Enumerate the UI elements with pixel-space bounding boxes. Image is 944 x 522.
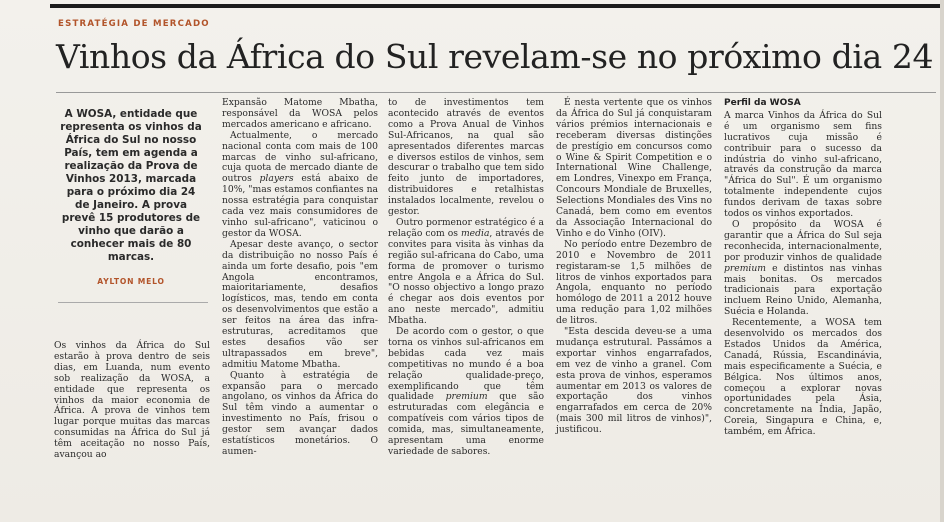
col5-paragraph-1: A marca Vinhos da África do Sul é um organismo sem fins lucrativos cuja missão é contribuir para o sucesso da indústria do vinho sul-africano, através da construção da marca "África do Sul". É um organismo totalmente independente cujos fundos derivam de taxas sobre todos os vinhos exportados. xyxy=(724,109,882,220)
sidebar-title: Perfil da WOSA xyxy=(724,98,801,108)
section-label: ESTRATÉGIA DE MERCADO xyxy=(58,19,210,29)
col5-paragraph-3: Recentemente, a WOSA tem desenvolvido os mercados dos Estados Unidos da América, Canadá, Rússia, Escandinávia, mais especificamente a Suécia, e Bélgica. Nos últimos anos, começou a explorar novas oportunidades pela Ásia, concretamente na Índia, Japão, Coreia, Singapura e China, e, também, em África. xyxy=(724,317,882,438)
column-4 xyxy=(556,98,712,436)
sidebar-profile xyxy=(724,98,882,438)
col2-paragraph-4: Quanto à estratégia de expansão para o mercado angolano, os vinhos da África do Sul têm vindo a aumentar o investimento no País, frisou o gestor sem avançar dados estatísticos monetários. O aumen- xyxy=(222,369,378,457)
col3-paragraph-2: Outro pormenor estratégico é a relação com os media, através de convites para visita às vinhas da região sul-africana do Cabo, uma forma de promover o turismo entre Angola e a África do Sul. "O nosso objectivo a longo prazo é chegar aos dois eventos por ano neste mercado", admitiu Mbatha. xyxy=(388,216,544,327)
col5-paragraph-2: O propósito da WOSA é garantir que a África do Sul seja reconhecida, internacionalmente, por produzir vinhos de qualidade premium e distintos nas vinhas mais bonitas. Os mercados tradicionais para exportação incluem Reino Unido, Alemanha, Suécia e Holanda. xyxy=(724,218,882,318)
col4-paragraph-2: No período entre Dezembro de 2010 e Novembro de 2011 registaram-se 1,5 milhões de litros de vinhos exportados para Angola, enquanto no período homólogo de 2011 a 2012 houve uma redução para 1,02 milhões de litros. xyxy=(556,238,712,327)
col2-paragraph-1: Expansão Matome Mbatha, responsável da WOSA pelos mercados americano e africano. xyxy=(222,97,378,130)
column-3 xyxy=(388,98,544,458)
col4-paragraph-1: É nesta vertente que os vinhos da África do Sul já conquistaram vários prémios internacionais e receberam diversas distinções de prestígio em concursos como o Wine & Spirit Competition e o International Wine Challenge, em Londres, Vinexpo em França, Concours Mondiale de Bruxelles, Selections Mondiales des Vins no Canadá, bem como em eventos da Associação Internacional do Vinho e do Vinho (OIV). xyxy=(556,97,712,239)
lead-paragraph: A WOSA, entidade que representa os vinhos da África do Sul no nosso País, tem em agenda a realização da Prova de Vinhos 2013, marcada para o próximo dia 24 de Janeiro. A prova prevê 15 produtores de vinho que darão a conhecer mais de 80 marcas. xyxy=(60,108,202,263)
col2-paragraph-2: Actualmente, o mercado nacional conta com mais de 100 marcas de vinho sul-africano, cuja quota de mercado diante de outros players está abaixo de 10%, "mas estamos confiantes na nossa estratégia para conquistar cada vez mais consumidores de vinho sul-africano", vaticinou o gestor da WOSA. xyxy=(222,129,379,239)
column-1 xyxy=(54,341,210,461)
headline-rule xyxy=(56,92,936,93)
lead-rule xyxy=(58,302,208,303)
scan-edge xyxy=(940,0,944,522)
author-byline: AYLTON MELO xyxy=(97,277,165,286)
top-rule xyxy=(50,4,940,8)
col1-paragraph: Os vinhos da África do Sul estarão à prova dentro de seis dias, em Luanda, num evento sob realização da WOSA, a entidade que representa os vinhos da maior economia de África. A prova de vinhos tem lugar porque muitas das marcas consumidas na África do Sul já têm aceitação no nosso País, avançou ao xyxy=(54,340,210,461)
col3-paragraph-3: De acordo com o gestor, o que torna os vinhos sul-africanos em bebidas cada vez mais competitivas no mundo é a boa relação qualidade-preço, exemplificando que têm qualidade premium que são estruturadas com elegância e compatíveis com vários tipos de comida, mas, simultaneamente, apresentam uma enorme variedade de sabores. xyxy=(388,326,544,457)
column-2 xyxy=(222,98,378,458)
headline: Vinhos da África do Sul revelam-se no próximo dia 24 xyxy=(56,37,934,76)
col3-paragraph-1: to de investimentos tem acontecido através de eventos como a Prova Anual de Vinhos Sul-Africanos, na qual são apresentados diferentes marcas e diversos estilos de vinhos, sem descurar o trabalho que tem sido feito junto de importadores, distribuidores e retalhistas instalados localmente, revelou o gestor. xyxy=(388,97,544,218)
col4-paragraph-3: "Esta descida deveu-se a uma mudança estrutural. Passámos a exportar vinhos engarrafados, em vez de vinho a granel. Com esta prova de vinhos, esperamos aumentar em 2013 os valores de exportação dos vinhos engarrafados em cerca de 20% (mais 300 mil litros de vinhos)", justificou. xyxy=(556,326,712,436)
col2-paragraph-3: Apesar deste avanço, o sector da distribuição no nosso País é ainda um forte desafio, pois "em Angola encontramos, maioritariamente, desafios logísticos, mas, tendo em conta os desenvolvimentos que estão a ser feitos na área das infra-estruturas, acreditamos que estes desafios vão ser ultrapassados em breve", admitiu Matome Mbatha. xyxy=(222,238,378,370)
